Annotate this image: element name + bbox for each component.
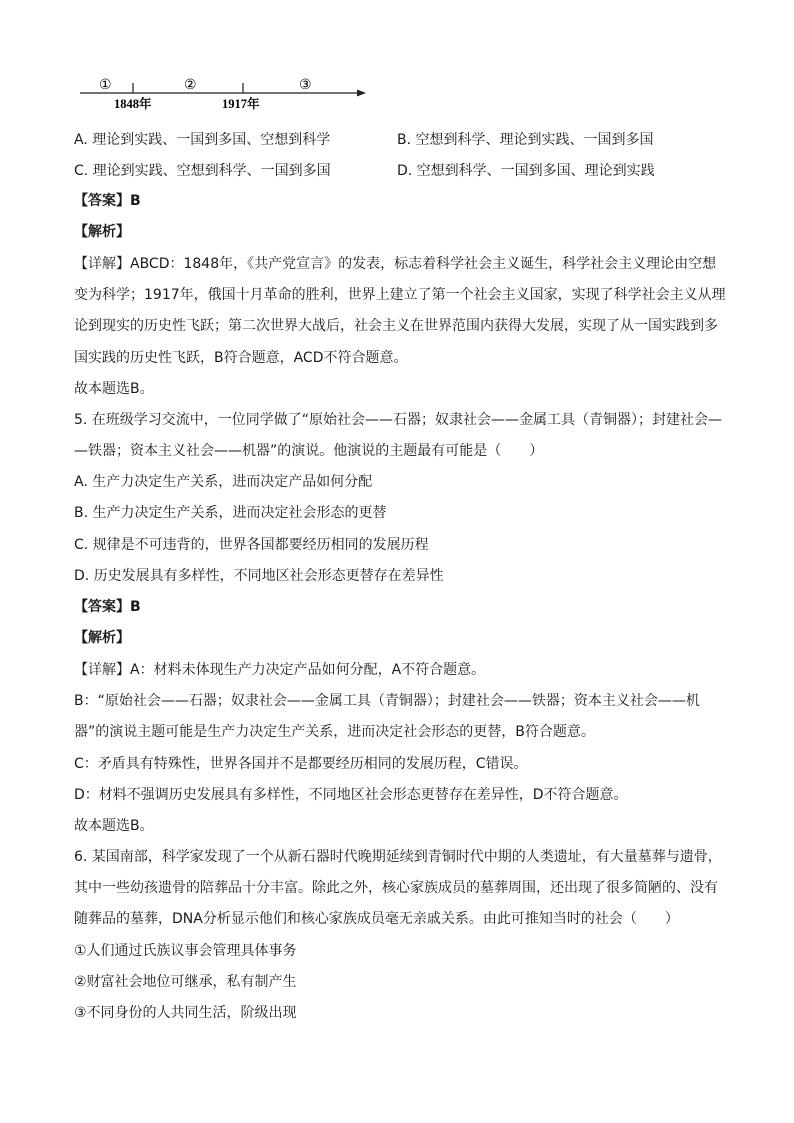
q5-option-c: C. 规律是不可违背的，世界各国都要经历相同的发展历程 bbox=[74, 537, 429, 553]
q4-detail-line: 变为科学；1917年，俄国十月革命的胜利，世界上建立了第一个社会主义国家，实现了科学社会主义从理 bbox=[74, 287, 726, 303]
q4-option-b: B. 空想到科学、理论到实践、一国到多国 bbox=[397, 132, 654, 148]
q5-option-a: A. 生产力决定生产关系，进而决定产品如何分配 bbox=[74, 474, 373, 490]
q5-detail-line: 【详解】A：材料未体现生产力决定产品如何分配，A不符合题意。 bbox=[74, 662, 486, 678]
q4-detail-line: 论到现实的历史性飞跃；第二次世界大战后，社会主义在世界范围内获得大发展，实现了从一国实践到多 bbox=[74, 318, 718, 334]
q4-detail-line: 国实践的历史性飞跃，B符合题意，ACD不符合题意。 bbox=[74, 350, 408, 366]
q5-stem-line: 5. 在班级学习交流中，一位同学做了“原始社会——石器；奴隶社会——金属工具（青铜器）；封建社会— bbox=[74, 412, 723, 428]
q6-stem-line: 随葬品的墓葬，DNA分析显示他们和核心家族成员毫无亲戚关系。由此可推知当时的社会（ ） bbox=[74, 911, 679, 927]
timeline-figure bbox=[0, 0, 794, 120]
q6-stem-line: 6. 某国南部，科学家发现了一个从新石器时代晚期延续到青铜时代中期的人类遗址，有大量墓葬与遗骨， bbox=[74, 849, 722, 865]
q4-answer: 【答案】B bbox=[74, 193, 141, 209]
q4-analysis-heading: 【解析】 bbox=[74, 224, 130, 240]
q5-stem-line: —铁器；资本主义社会——机器”的演说。他演说的主题最有可能是（ ） bbox=[74, 443, 544, 459]
q5-option-d: D. 历史发展具有多样性，不同地区社会形态更替存在差异性 bbox=[74, 568, 444, 584]
timeline-year-1848: 1848年 bbox=[114, 97, 152, 111]
q5-detail-line: D：材料不强调历史发展具有多样性，不同地区社会形态更替存在差异性，D不符合题意。 bbox=[74, 787, 628, 803]
q5-detail-line: C：矛盾具有特殊性，世界各国并不是都要经历相同的发展历程，C错误。 bbox=[74, 756, 528, 772]
q4-conclusion: 故本题选B。 bbox=[74, 381, 154, 397]
q5-answer: 【答案】B bbox=[74, 599, 141, 615]
q5-detail-line: 器”的演说主题可能是生产力决定生产关系，进而决定社会形态的更替，B符合题意。 bbox=[74, 724, 595, 740]
q5-conclusion: 故本题选B。 bbox=[74, 818, 154, 834]
q4-detail-line: 【详解】ABCD：1848年，《共产党宣言》的发表，标志着科学社会主义诞生，科学社会主义理论由空想 bbox=[74, 256, 717, 272]
q6-item-2: ②财富社会地位可继承，私有制产生 bbox=[74, 974, 297, 990]
timeline-label-2: ② bbox=[184, 78, 197, 93]
q4-option-c: C. 理论到实践、空想到科学、一国到多国 bbox=[74, 163, 331, 179]
timeline-label-1: ① bbox=[99, 78, 112, 93]
q6-stem-line: 其中一些幼孩遗骨的陪葬品十分丰富。除此之外，核心家族成员的墓葬周围，还出现了很多简陋的、没有 bbox=[74, 880, 718, 896]
q6-item-1: ①人们通过氏族议事会管理具体事务 bbox=[74, 943, 297, 959]
q4-option-a: A. 理论到实践、一国到多国、空想到科学 bbox=[74, 132, 331, 148]
q5-analysis-heading: 【解析】 bbox=[74, 630, 130, 646]
q4-option-d: D. 空想到科学、一国到多国、理论到实践 bbox=[397, 163, 655, 179]
q6-item-3: ③不同身份的人共同生活，阶级出现 bbox=[74, 1005, 297, 1021]
q5-detail-line: B：“原始社会——石器；奴隶社会——金属工具（青铜器）；封建社会——铁器；资本主义社会——机 bbox=[74, 693, 700, 709]
timeline-label-3: ③ bbox=[299, 78, 312, 93]
timeline-arrow bbox=[357, 90, 366, 97]
timeline-year-1917: 1917年 bbox=[222, 97, 260, 111]
q5-option-b: B. 生产力决定生产关系，进而决定社会形态的更替 bbox=[74, 505, 387, 521]
